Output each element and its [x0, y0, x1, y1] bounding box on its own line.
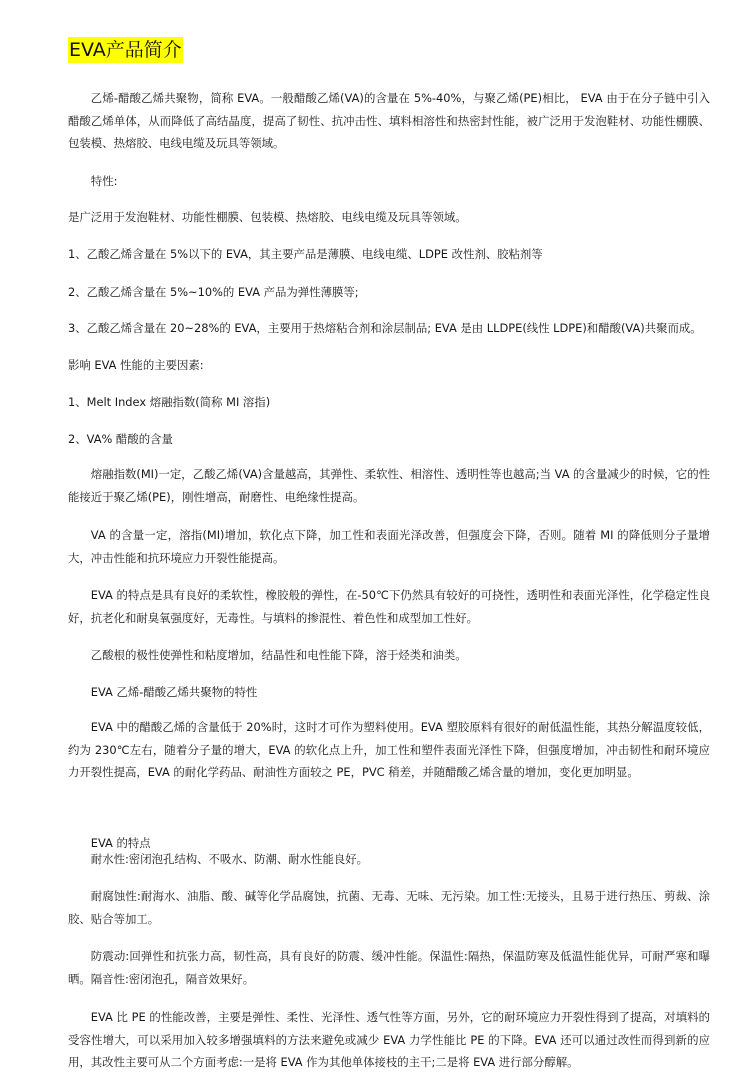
document-title: EVA产品简介	[69, 39, 182, 61]
eva-features-heading: EVA 的特点	[90, 836, 151, 850]
corrosion-paragraph: 耐腐蚀性:耐海水、油脂、酸、碱等化学品腐蚀，抗菌、无毒、无味、无污染。加工性:无接头，且易于进行热压、剪裁、涂胶、贴合等加工。	[68, 889, 710, 926]
water-resistance-paragraph: 耐水性:密闭泡孔结构、不吸水、防潮、耐水性能良好。	[90, 852, 369, 866]
list-item-3: 3、乙酸乙烯含量在 20~28%的 EVA，主要用于热熔粘合剂和涂层制品; EVA 是由 LLDPE(线性 LDPE)和醋酸(VA)共聚而成。	[68, 321, 702, 335]
factor-item-2: 2、VA% 醋酸的含量	[68, 432, 173, 446]
comparison-paragraph: EVA 比 PE 的性能改善，主要是弹性、柔性、光泽性、透气性等方面，另外，它的耐环境应力开裂性得到了提高，对填料的受容性增大，可以采用加入较多增强填料的方法来避免或减少 EVA 力学性能比 PE 的下降。EVA 还可以通过改性而得到新的应用，其改性主要可从二个方面考虑:一是将 EVA 作为其他单体接枝的主干;二是将 EVA 进行部分醇解。	[68, 1010, 710, 1069]
acetate-paragraph: 乙酸根的极性使弹性和粘度增加，结晶性和电性能下降，溶于烃类和油类。	[90, 648, 467, 662]
eva-properties-paragraph: EVA 的特点是具有良好的柔软性，橡胶般的弹性，在-50℃下仍然具有较好的可挠性，透明性和表面光泽性，化学稳定性良好，抗老化和耐臭氧强度好，无毒性。与填料的掺混性、着色性和成型加工性好。	[68, 588, 710, 625]
copolymer-heading: EVA 乙烯-醋酸乙烯共聚物的特性	[90, 685, 258, 699]
list-item-2: 2、乙酸乙烯含量在 5%~10%的 EVA 产品为弹性薄膜等;	[68, 285, 359, 299]
list-item-1: 1、乙酸乙烯含量在 5%以下的 EVA，其主要产品是薄膜、电线电缆、LDPE 改性剂、胶粘剂等	[68, 247, 543, 261]
factor-item-1: 1、Melt Index 熔融指数(简称 MI 溶指)	[68, 395, 271, 409]
plastic-paragraph: EVA 中的醋酸乙烯的含量低于 20%时，这时才可作为塑料使用。EVA 塑胶原料有很好的耐低温性能，其热分解温度较低，约为 230℃左右，随着分子量的增大，EVA 的软化点上升，加工性和塑件表面光泽性下降，但强度增加，冲击韧性和耐环境应力开裂性提高，EVA 的耐化学药品、耐油性方面较之 PE，PVC 稍差，并随醋酸乙烯含量的增加，变化更加明显。	[68, 720, 710, 779]
intro-paragraph: 乙烯-醋酸乙烯共聚物，简称 EVA。一般醋酸乙烯(VA)的含量在 5%-40%，与聚乙烯(PE)相比， EVA 由于在分子链中引入醋酸乙烯单体，从而降低了高结晶度，提高了韧性、抗冲击性、填料相溶性和热密封性能，被广泛用于发泡鞋材、功能性棚膜、包装模、热熔胶、电线电缆及玩具等领域。	[68, 91, 710, 150]
uses-paragraph: 是广泛用于发泡鞋材、功能性棚膜、包装模、热熔胶、电线电缆及玩具等领域。	[68, 210, 467, 224]
mi-paragraph: 熔融指数(MI)一定，乙酸乙烯(VA)含量越高，其弹性、柔软性、相溶性、透明性等也越高;当 VA 的含量减少的时候，它的性能接近于聚乙烯(PE)，刚性增高，耐磨性、电绝缘性提高。	[68, 467, 710, 504]
features-heading: 特性:	[90, 174, 118, 188]
factors-heading: 影响 EVA 性能的主要因素:	[68, 358, 204, 372]
va-paragraph: VA 的含量一定，溶指(MI)增加，软化点下降，加工性和表面光泽改善，但强度会下降，否则。随着 MI 的降低则分子量增大，冲击性能和抗环境应力开裂性能提高。	[68, 528, 710, 565]
shock-paragraph: 防震动:回弹性和抗张力高，韧性高，具有良好的防震、缓冲性能。保温性:隔热，保温防寒及低温性能优异，可耐严寒和曝晒。隔音性:密闭泡孔，隔音效果好。	[68, 949, 710, 986]
